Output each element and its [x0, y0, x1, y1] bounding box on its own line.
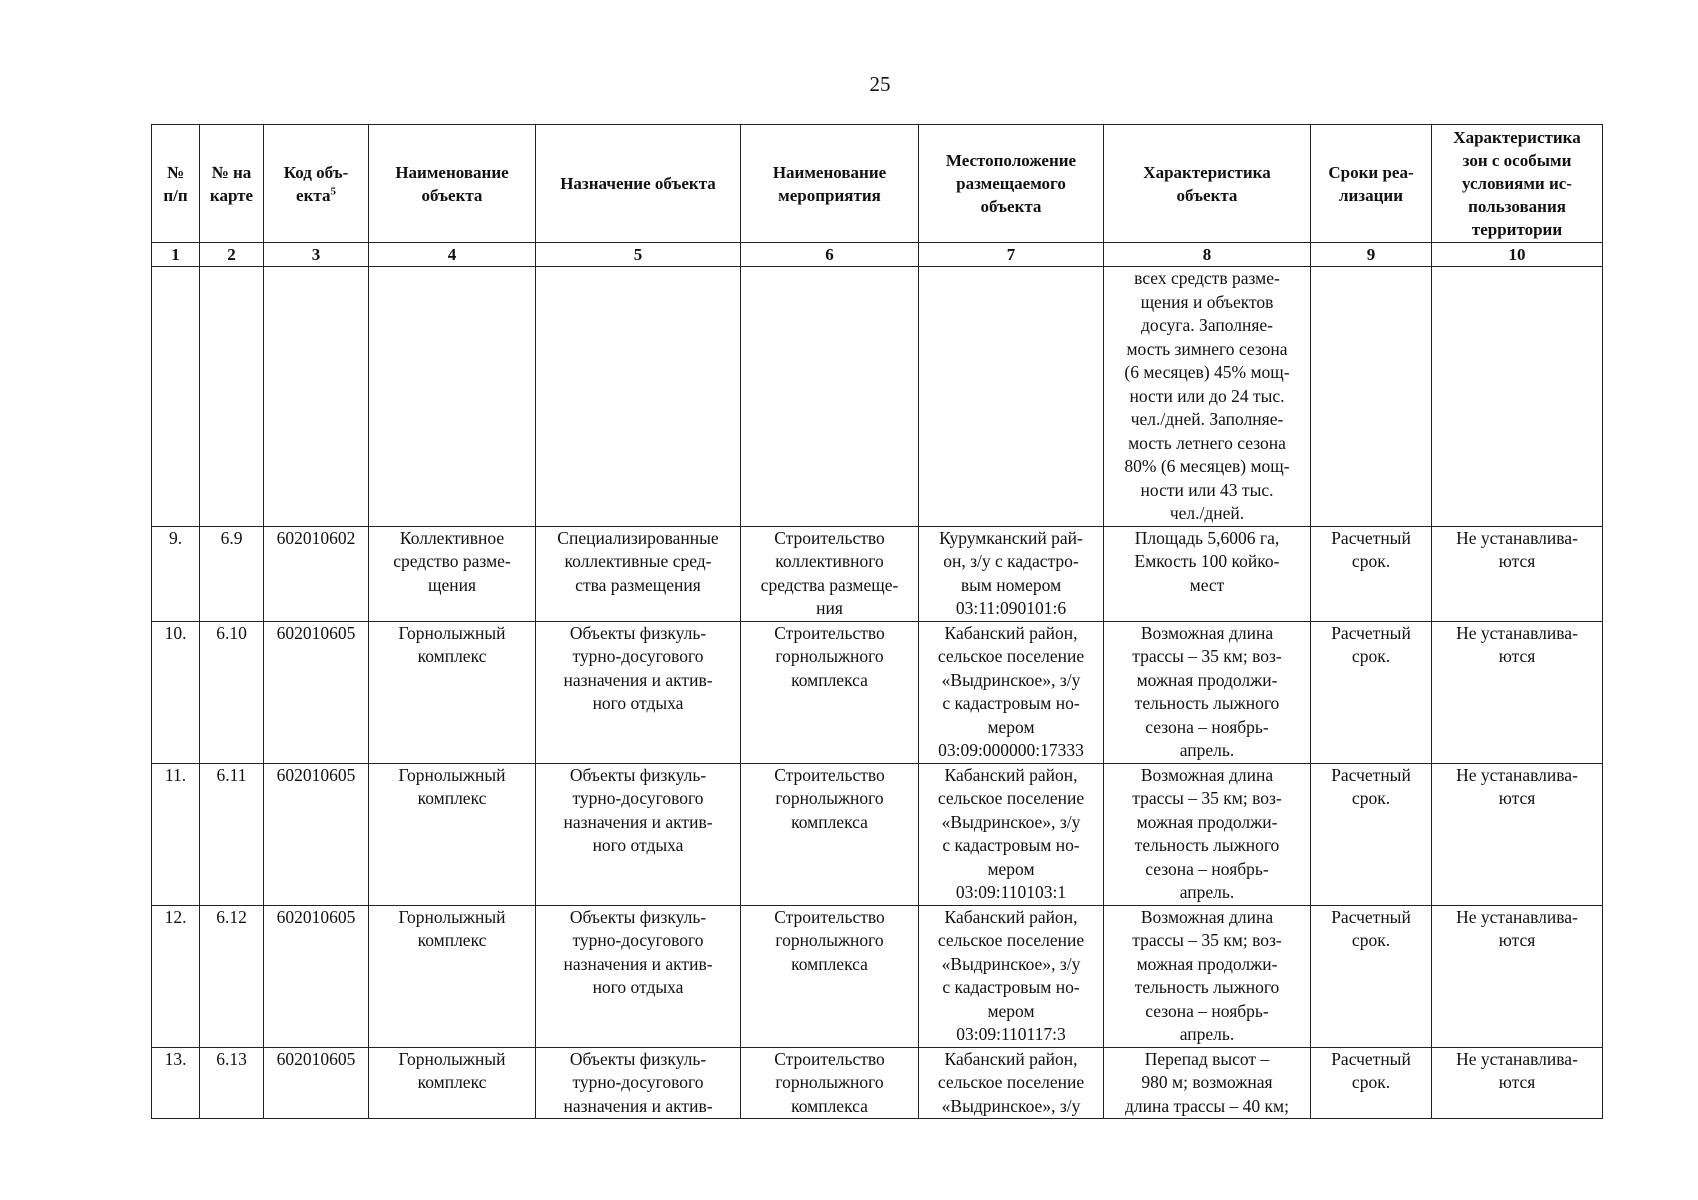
- cell-code: 602010602: [264, 526, 369, 621]
- cell-map-no: 6.9: [200, 526, 264, 621]
- cell-map-no: 6.10: [200, 621, 264, 763]
- cell-term: Расчетный срок.: [1311, 763, 1432, 905]
- column-number: 10: [1432, 243, 1603, 267]
- column-number: 9: [1311, 243, 1432, 267]
- cell-characteristic: Перепад высот – 980 м; возможная длина трассы – 40 км;: [1104, 1047, 1311, 1119]
- cell-map-no: 6.11: [200, 763, 264, 905]
- cell-name: Коллективное средство разме- щения: [369, 526, 536, 621]
- cell-location: Курумканский рай- он, з/у с кадастро- вым номером 03:11:090101:6: [919, 526, 1104, 621]
- cell-characteristic: всех средств разме- щения и объектов досуга. Заполняе- мость зимнего сезона (6 месяцев) 45% мощ- ности или до 24 тыс. чел./дней. Заполняе- мость летнего сезона 80% (6 месяцев) мощ- ности или 43 тыс. чел./дней.: [1104, 267, 1311, 527]
- cell-characteristic: Возможная длина трассы – 35 км; воз- можная продолжи- тельность лыжного сезона – ноябрь- апрель.: [1104, 621, 1311, 763]
- header-cell-map-no: № на карте: [200, 125, 264, 243]
- objects-table: [151, 124, 1603, 1119]
- cell-code: 602010605: [264, 905, 369, 1047]
- column-number: 1: [152, 243, 200, 267]
- cell-num: 9.: [152, 526, 200, 621]
- header-cell-code: [264, 125, 369, 243]
- cell-activity: Строительство горнолыжного комплекса: [741, 905, 919, 1047]
- table-cell: [200, 267, 264, 527]
- table-cell: [369, 267, 536, 527]
- table-row: [152, 905, 1603, 1047]
- table-cell: [152, 267, 200, 527]
- cell-purpose: Объекты физкуль- турно-досугового назначения и актив-: [536, 1047, 741, 1119]
- cell-name: Горнолыжный комплекс: [369, 1047, 536, 1119]
- column-number-row: [152, 243, 1603, 267]
- header-cell-characteristic: Характеристика объекта: [1104, 125, 1311, 243]
- column-number: 3: [264, 243, 369, 267]
- header-cell-num: № п/п: [152, 125, 200, 243]
- cell-zones: Не устанавлива- ются: [1432, 905, 1603, 1047]
- cell-location: Кабанский район, сельское поселение «Выдринское», з/у с кадастровым но- мером 03:09:000000:17333: [919, 621, 1104, 763]
- header-cell-activity: Наименование мероприятия: [741, 125, 919, 243]
- cell-code: 602010605: [264, 621, 369, 763]
- cell-purpose: Объекты физкуль- турно-досугового назначения и актив- ного отдыха: [536, 763, 741, 905]
- cell-characteristic: Площадь 5,6006 га, Емкость 100 койко- мест: [1104, 526, 1311, 621]
- cell-location: Кабанский район, сельское поселение «Выдринское», з/у: [919, 1047, 1104, 1119]
- header-cell-name: Наименование объекта: [369, 125, 536, 243]
- column-number: 6: [741, 243, 919, 267]
- header-cell-location: Местоположение размещаемого объекта: [919, 125, 1104, 243]
- cell-term: Расчетный срок.: [1311, 621, 1432, 763]
- cell-zones: Не устанавлива- ются: [1432, 1047, 1603, 1119]
- cell-map-no: 6.12: [200, 905, 264, 1047]
- cell-activity: Строительство коллективного средства размеще- ния: [741, 526, 919, 621]
- cell-name: Горнолыжный комплекс: [369, 621, 536, 763]
- cell-purpose: Объекты физкуль- турно-досугового назначения и актив- ного отдыха: [536, 621, 741, 763]
- page-number: 25: [869, 72, 891, 96]
- table-cell: [1432, 267, 1603, 527]
- cell-name: Горнолыжный комплекс: [369, 905, 536, 1047]
- table-cell: [741, 267, 919, 527]
- column-number: 2: [200, 243, 264, 267]
- cell-num: 10.: [152, 621, 200, 763]
- cell-characteristic: Возможная длина трассы – 35 км; воз- можная продолжи- тельность лыжного сезона – ноябрь- апрель.: [1104, 905, 1311, 1047]
- table-row: [152, 763, 1603, 905]
- cell-num: 12.: [152, 905, 200, 1047]
- cell-activity: Строительство горнолыжного комплекса: [741, 1047, 919, 1119]
- column-number: 5: [536, 243, 741, 267]
- header-code-text: Код объ- екта: [283, 162, 349, 205]
- table-row: [152, 1047, 1603, 1119]
- column-number: 7: [919, 243, 1104, 267]
- cell-name: Горнолыжный комплекс: [369, 763, 536, 905]
- cell-term: Расчетный срок.: [1311, 905, 1432, 1047]
- table-row: [152, 621, 1603, 763]
- cell-zones: Не устанавлива- ются: [1432, 621, 1603, 763]
- table-row-continuation: [152, 267, 1603, 527]
- cell-activity: Строительство горнолыжного комплекса: [741, 621, 919, 763]
- cell-map-no: 6.13: [200, 1047, 264, 1119]
- header-cell-term: Сроки реа- лизации: [1311, 125, 1432, 243]
- cell-term: Расчетный срок.: [1311, 1047, 1432, 1119]
- cell-code: 602010605: [264, 1047, 369, 1119]
- cell-purpose: Специализированные коллективные сред- ства размещения: [536, 526, 741, 621]
- cell-location: Кабанский район, сельское поселение «Выдринское», з/у с кадастровым но- мером 03:09:110103:1: [919, 763, 1104, 905]
- table-cell: [919, 267, 1104, 527]
- column-number: 4: [369, 243, 536, 267]
- cell-num: 13.: [152, 1047, 200, 1119]
- column-number: 8: [1104, 243, 1311, 267]
- table-row: [152, 526, 1603, 621]
- header-cell-zones: Характеристика зон с особыми условиями ис- пользования территории: [1432, 125, 1603, 243]
- table-cell: [536, 267, 741, 527]
- cell-term: Расчетный срок.: [1311, 526, 1432, 621]
- cell-zones: Не устанавлива- ются: [1432, 526, 1603, 621]
- cell-activity: Строительство горнолыжного комплекса: [741, 763, 919, 905]
- header-cell-purpose: Назначение объекта: [536, 125, 741, 243]
- cell-zones: Не устанавлива- ются: [1432, 763, 1603, 905]
- cell-code: 602010605: [264, 763, 369, 905]
- footnote-marker: 5: [330, 184, 336, 197]
- cell-purpose: Объекты физкуль- турно-досугового назначения и актив- ного отдыха: [536, 905, 741, 1047]
- table-cell: [264, 267, 369, 527]
- cell-location: Кабанский район, сельское поселение «Выдринское», з/у с кадастровым но- мером 03:09:110117:3: [919, 905, 1104, 1047]
- table-cell: [1311, 267, 1432, 527]
- cell-characteristic: Возможная длина трассы – 35 км; воз- можная продолжи- тельность лыжного сезона – ноябрь- апрель.: [1104, 763, 1311, 905]
- cell-num: 11.: [152, 763, 200, 905]
- header-row: [152, 125, 1603, 243]
